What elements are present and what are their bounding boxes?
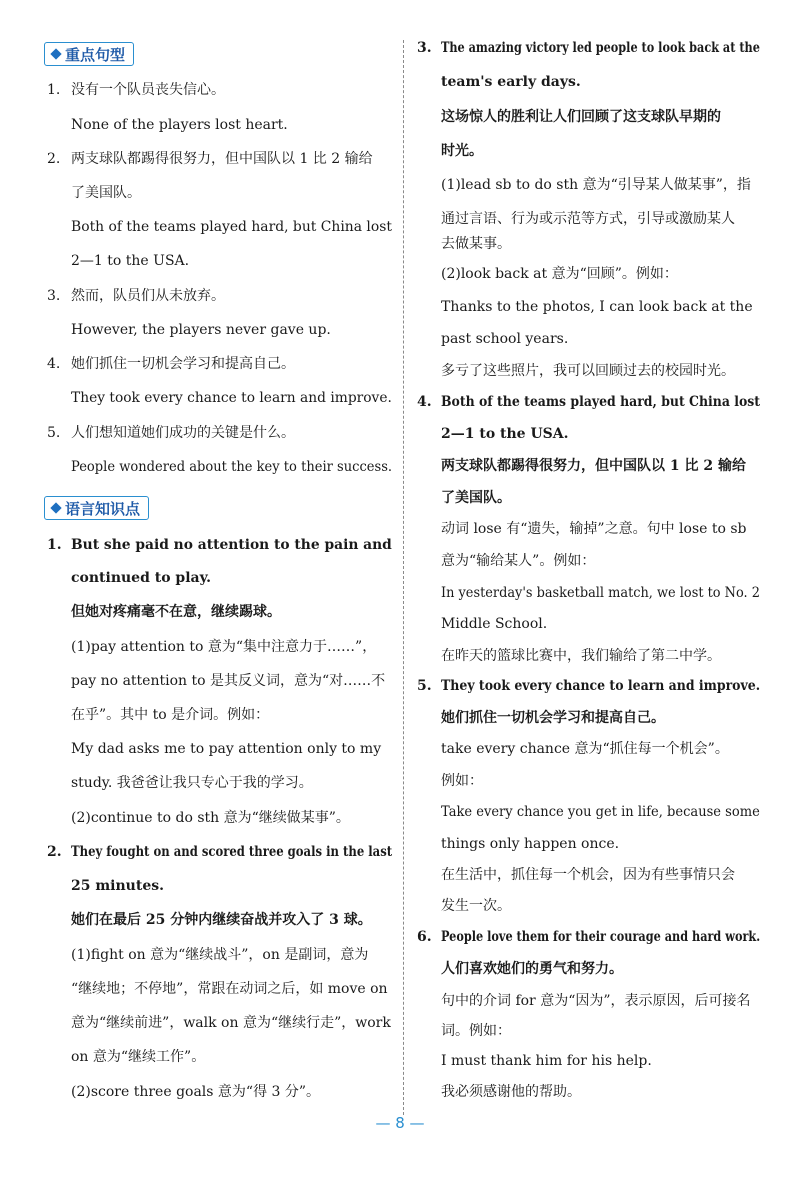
column-divider (403, 40, 404, 1115)
diamond-icon (50, 502, 61, 513)
section-title: 重点句型 (65, 45, 126, 64)
diamond-icon (50, 48, 61, 59)
page-number: — 8 — (375, 1114, 425, 1132)
section-header-language-points (44, 496, 149, 520)
section-title: 语言知识点 (65, 499, 141, 518)
section-header-key-sentences (44, 42, 134, 66)
